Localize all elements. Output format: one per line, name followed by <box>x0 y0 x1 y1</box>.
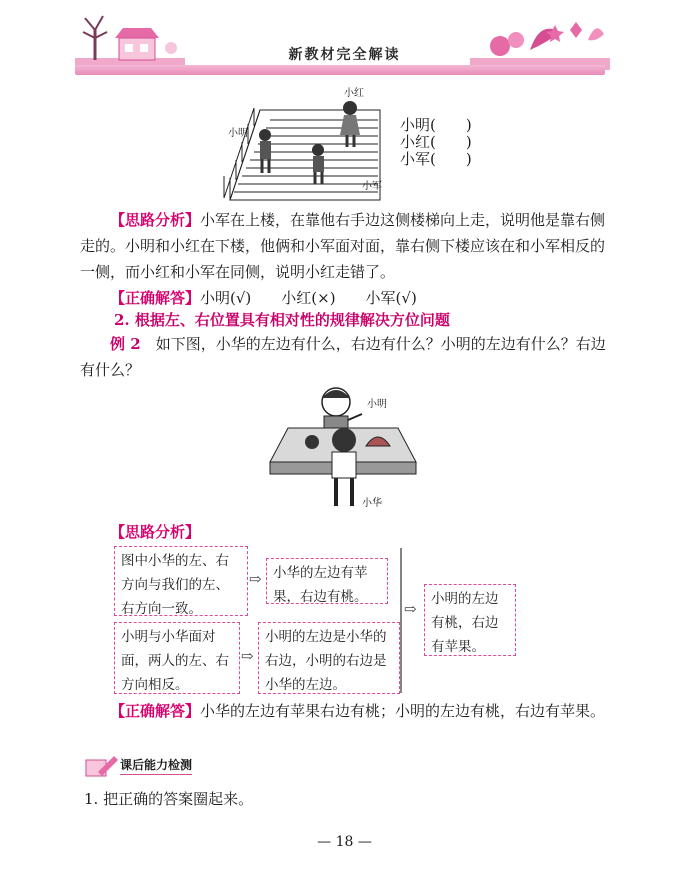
flow-box-2: 小华的左边有苹果，右边有桃。 <box>266 558 388 604</box>
header-band <box>75 65 605 75</box>
choice-xiaoming: 小明( ) <box>400 116 472 134</box>
label-xiaoming-2: 小明 <box>367 399 387 410</box>
table-figure <box>268 380 418 510</box>
label-xiaohua: 小华 <box>362 498 382 509</box>
label-xiaohong: 小红 <box>344 88 364 99</box>
person-xiaoming-behind-figure <box>322 388 362 434</box>
flow-box-3: 小明与小华面对面，两人的左、右方向相反。 <box>114 622 240 694</box>
flow-arrow-1: ⇨ <box>249 570 262 588</box>
answer-1-tag: 【正确解答】 <box>110 289 201 307</box>
flow-box-5: 小明的左边有桃，右边有苹果。 <box>424 584 516 656</box>
after-class-banner <box>84 754 244 778</box>
question-1: 1. 把正确的答案圈起来。 <box>84 790 254 808</box>
pencil-note-icon <box>84 754 120 778</box>
flow-bracket <box>398 548 426 693</box>
label-xiaoming: 小明 <box>228 128 248 139</box>
example-2-label: 例 2 <box>110 335 141 353</box>
analysis-1-tag: 【思路分析】 <box>110 211 201 229</box>
example-2 <box>80 331 610 383</box>
analysis-1 <box>80 207 610 285</box>
analysis-2-tag: 【思路分析】 <box>110 523 201 541</box>
analysis-2 <box>110 519 640 545</box>
person-xiaojun-figure <box>312 144 324 184</box>
page-number: — 18 — <box>317 834 372 850</box>
answer-2-text: 小华的左边有苹果右边有桃；小明的左边有桃，右边有苹果。 <box>200 702 606 720</box>
page-header-title: 新教材完全解读 <box>288 47 401 63</box>
person-xiaoming-figure <box>259 129 271 173</box>
page-header <box>0 0 689 80</box>
apple-icon <box>305 435 319 449</box>
analysis-1-text: 小军在上楼，在靠他右手边这侧楼梯向上走，说明他是靠右侧走的。小明和小红在下楼，他俩和小军面对面，靠右侧下楼应该在和小军相反的一侧，而小红和小军在同侧，说明小红走错了。 <box>80 211 606 281</box>
label-xiaojun: 小军 <box>362 181 382 192</box>
flow-arrow-3: ⇨ <box>404 600 417 618</box>
flow-box-1: 图中小华的左、右方向与我们的左、右方向一致。 <box>114 546 248 616</box>
person-xiaohong-figure <box>340 101 360 147</box>
flow-arrow-2: ⇨ <box>241 647 254 665</box>
answer-2-tag: 【正确解答】 <box>110 702 201 720</box>
flow-box-4: 小明的左边是小华的右边，小明的右边是小华的左边。 <box>258 622 400 694</box>
choice-xiaohong: 小红( ) <box>400 133 472 151</box>
answer-2 <box>80 698 610 724</box>
section-2-title: 2. 根据左、右位置具有相对性的规律解决方位问题 <box>114 311 450 329</box>
example-2-text: 如下图，小华的左边有什么，右边有什么？小明的左边有什么？右边有什么？ <box>80 335 606 379</box>
after-class-title: 课后能力检测 <box>120 756 192 775</box>
answer-1-text: 小明(√) 小红(×) 小军(√) <box>200 289 417 307</box>
person-xiaohua-figure <box>332 428 356 506</box>
choice-xiaojun: 小军( ) <box>400 150 472 168</box>
